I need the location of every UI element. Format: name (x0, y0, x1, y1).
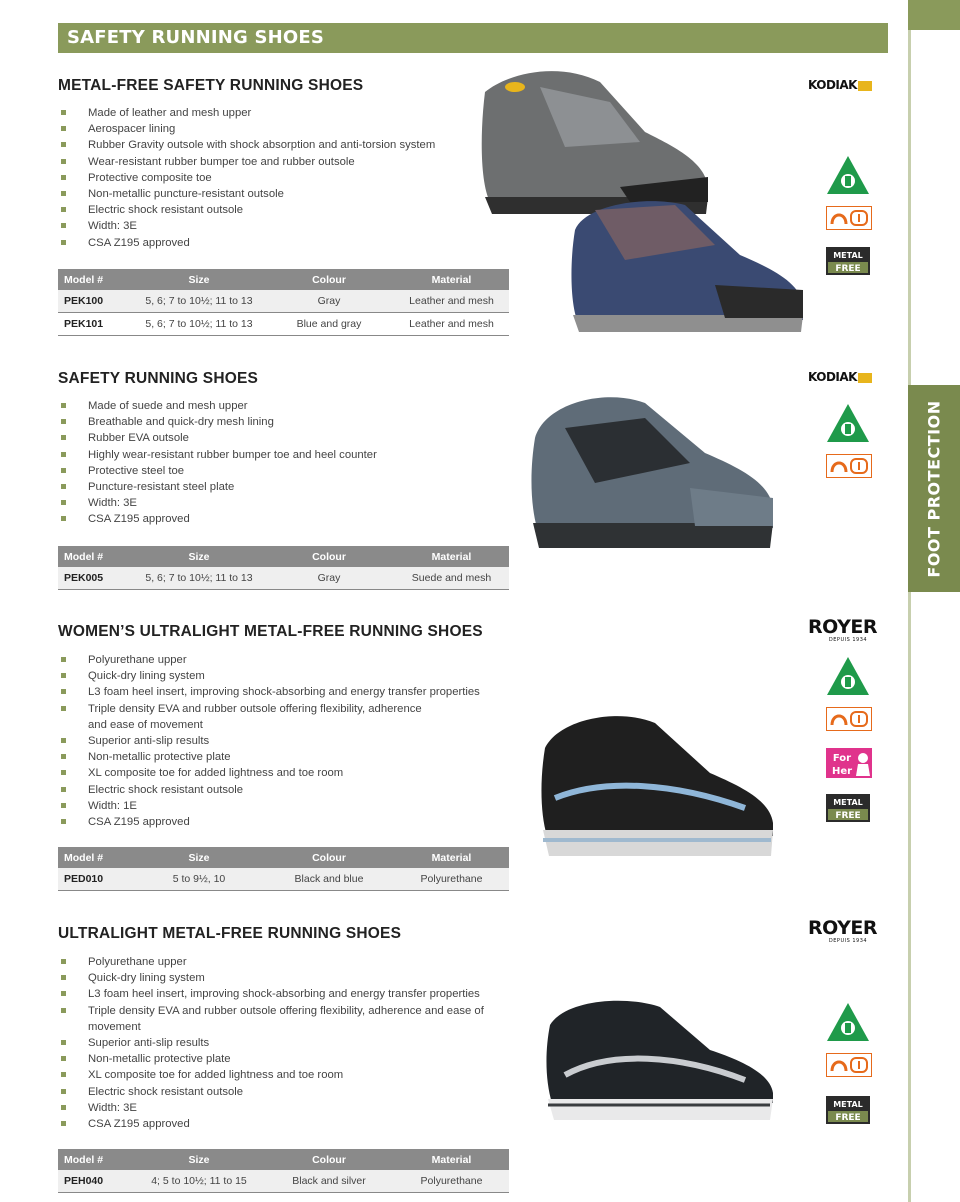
feature-item: Superior anti-slip results (58, 733, 518, 749)
cell-colour: Black and blue (264, 868, 394, 891)
feature-item: Rubber Gravity outsole with shock absorption and anti-torsion system (58, 137, 518, 153)
col-header-colour: Colour (264, 847, 394, 868)
col-header-material: Material (394, 269, 509, 290)
feature-item: L3 foam heel insert, improving shock-absorbing and energy transfer properties (58, 986, 518, 1002)
side-divider (908, 30, 911, 385)
feature-item: L3 foam heel insert, improving shock-absorbing and energy transfer properties (58, 684, 518, 700)
electric-shock-resistant-sole-icon (826, 454, 872, 478)
feature-item: Aerospacer lining (58, 121, 518, 137)
side-category-tab (908, 385, 960, 592)
feature-item: Puncture-resistant steel plate (58, 479, 518, 495)
spec-table (58, 1149, 509, 1193)
cell-size: 4; 5 to 10½; 11 to 15 (134, 1170, 264, 1193)
feature-item: Polyurethane upper (58, 652, 518, 668)
cell-colour: Blue and gray (264, 313, 394, 336)
side-divider (908, 592, 911, 1202)
spec-table (58, 546, 509, 590)
csa-green-triangle-icon (826, 155, 870, 195)
col-header-colour: Colour (264, 1149, 394, 1170)
cell-model: PEK100 (58, 290, 134, 313)
royer-logo: ROYER DEPUIS 1934 (808, 917, 877, 944)
feature-item: Width: 3E (58, 218, 518, 234)
csa-green-triangle-icon (826, 403, 870, 443)
spec-table (58, 269, 509, 336)
table-row (58, 567, 509, 590)
col-header-model: Model # (58, 1149, 134, 1170)
col-header-material: Material (394, 1149, 509, 1170)
cell-colour: Gray (264, 290, 394, 313)
col-header-size: Size (134, 546, 264, 567)
black-silver-shoe-image (540, 995, 780, 1125)
feature-item: CSA Z195 approved (58, 511, 518, 527)
spec-table-header (58, 546, 509, 567)
feature-item: Wear-resistant rubber bumper toe and rubber outsole (58, 154, 518, 170)
section-title: ULTRALIGHT METAL-FREE RUNNING SHOES (58, 925, 402, 942)
metal-free-icon (826, 794, 870, 822)
cell-material: Leather and mesh (394, 313, 509, 336)
cell-colour: Gray (264, 567, 394, 590)
feature-item: Protective composite toe (58, 170, 518, 186)
feature-item: Electric shock resistant outsole (58, 202, 518, 218)
table-row (58, 868, 509, 891)
cell-size: 5, 6; 7 to 10½; 11 to 13 (134, 313, 264, 336)
feature-item: Quick-dry lining system (58, 668, 518, 684)
feature-item: Non-metallic protective plate (58, 749, 518, 765)
col-header-size: Size (134, 847, 264, 868)
csa-green-triangle-icon (826, 656, 870, 696)
svg-text:FREE: FREE (835, 811, 861, 821)
col-header-size: Size (134, 1149, 264, 1170)
cell-material: Polyurethane (394, 868, 509, 891)
cell-model: PED010 (58, 868, 134, 891)
feature-item: Triple density EVA and rubber outsole offering flexibility, adherence and ease of movement (58, 1003, 518, 1035)
col-header-material: Material (394, 546, 509, 567)
electric-shock-resistant-sole-icon (826, 206, 872, 230)
cell-material: Suede and mesh (394, 567, 509, 590)
feature-item: Made of leather and mesh upper (58, 105, 518, 121)
col-header-colour: Colour (264, 269, 394, 290)
royer-logo: ROYER DEPUIS 1934 (808, 616, 877, 643)
feature-item: CSA Z195 approved (58, 235, 518, 251)
kodiak-logo: KODIAK (808, 78, 888, 92)
feature-item: Width: 3E (58, 1100, 518, 1116)
col-header-material: Material (394, 847, 509, 868)
cell-material: Leather and mesh (394, 290, 509, 313)
feature-item: Rubber EVA outsole (58, 430, 518, 446)
svg-text:METAL: METAL (833, 1100, 863, 1109)
feature-item: CSA Z195 approved (58, 814, 518, 830)
cell-size: 5, 6; 7 to 10½; 11 to 13 (134, 567, 264, 590)
feature-item: XL composite toe for added lightness and toe room (58, 1067, 518, 1083)
col-header-model: Model # (58, 269, 134, 290)
svg-text:METAL: METAL (833, 798, 863, 807)
feature-item: Breathable and quick-dry mesh lining (58, 414, 518, 430)
feature-item: Electric shock resistant outsole (58, 1084, 518, 1100)
feature-item: Superior anti-slip results (58, 1035, 518, 1051)
table-row (58, 1170, 509, 1193)
spec-table (58, 847, 509, 891)
for-her-icon (826, 748, 872, 778)
feature-item: Polyurethane upper (58, 954, 518, 970)
womens-black-blue-shoe-image (535, 708, 780, 868)
csa-green-triangle-icon (826, 1002, 870, 1042)
svg-text:METAL: METAL (833, 251, 863, 260)
cell-model: PEK005 (58, 567, 134, 590)
side-accent-bar (908, 0, 960, 30)
section-title: WOMEN’S ULTRALIGHT METAL-FREE RUNNING SHOES (58, 623, 483, 640)
feature-item: Highly wear-resistant rubber bumper toe and heel counter (58, 447, 518, 463)
feature-item: Non-metallic protective plate (58, 1051, 518, 1067)
feature-item: CSA Z195 approved (58, 1116, 518, 1132)
cell-colour: Black and silver (264, 1170, 394, 1193)
cell-material: Polyurethane (394, 1170, 509, 1193)
feature-list (58, 652, 518, 830)
section-title: SAFETY RUNNING SHOES (58, 370, 259, 387)
col-header-model: Model # (58, 847, 134, 868)
svg-text:For: For (832, 753, 852, 764)
feature-item: Width: 3E (58, 495, 518, 511)
feature-item: Quick-dry lining system (58, 970, 518, 986)
page-title: SAFETY RUNNING SHOES (67, 27, 325, 48)
gray-suede-safety-shoe-image (525, 388, 780, 563)
blue-gray-safety-shoe-image (565, 190, 810, 342)
feature-item: Triple density EVA and rubber outsole offering flexibility, adherence and ease of movement (58, 701, 518, 733)
electric-shock-resistant-sole-icon (826, 707, 872, 731)
table-row (58, 290, 509, 313)
feature-list (58, 105, 518, 251)
feature-item: Electric shock resistant outsole (58, 782, 518, 798)
svg-text:FREE: FREE (835, 1113, 861, 1123)
feature-item: Non-metallic puncture-resistant outsole (58, 186, 518, 202)
section-title: METAL-FREE SAFETY RUNNING SHOES (58, 77, 364, 94)
cell-model: PEK101 (58, 313, 134, 336)
feature-list (58, 398, 518, 528)
spec-table-header (58, 1149, 509, 1170)
page-header (58, 23, 888, 53)
cell-model: PEH040 (58, 1170, 134, 1193)
metal-free-icon (826, 1096, 870, 1124)
feature-item: Made of suede and mesh upper (58, 398, 518, 414)
svg-text:FREE: FREE (835, 264, 861, 274)
col-header-model: Model # (58, 546, 134, 567)
kodiak-logo: KODIAK (808, 370, 888, 384)
feature-list (58, 954, 518, 1132)
table-row (58, 313, 509, 336)
col-header-colour: Colour (264, 546, 394, 567)
feature-item: Protective steel toe (58, 463, 518, 479)
electric-shock-resistant-sole-icon (826, 1053, 872, 1077)
side-category-label: FOOT PROTECTION (924, 399, 944, 578)
spec-table-header (58, 847, 509, 868)
col-header-size: Size (134, 269, 264, 290)
cell-size: 5, 6; 7 to 10½; 11 to 13 (134, 290, 264, 313)
feature-item: XL composite toe for added lightness and toe room (58, 765, 518, 781)
spec-table-header (58, 269, 509, 290)
svg-text:Her: Her (831, 766, 853, 777)
feature-item: Width: 1E (58, 798, 518, 814)
metal-free-icon (826, 247, 870, 275)
cell-size: 5 to 9½, 10 (134, 868, 264, 891)
